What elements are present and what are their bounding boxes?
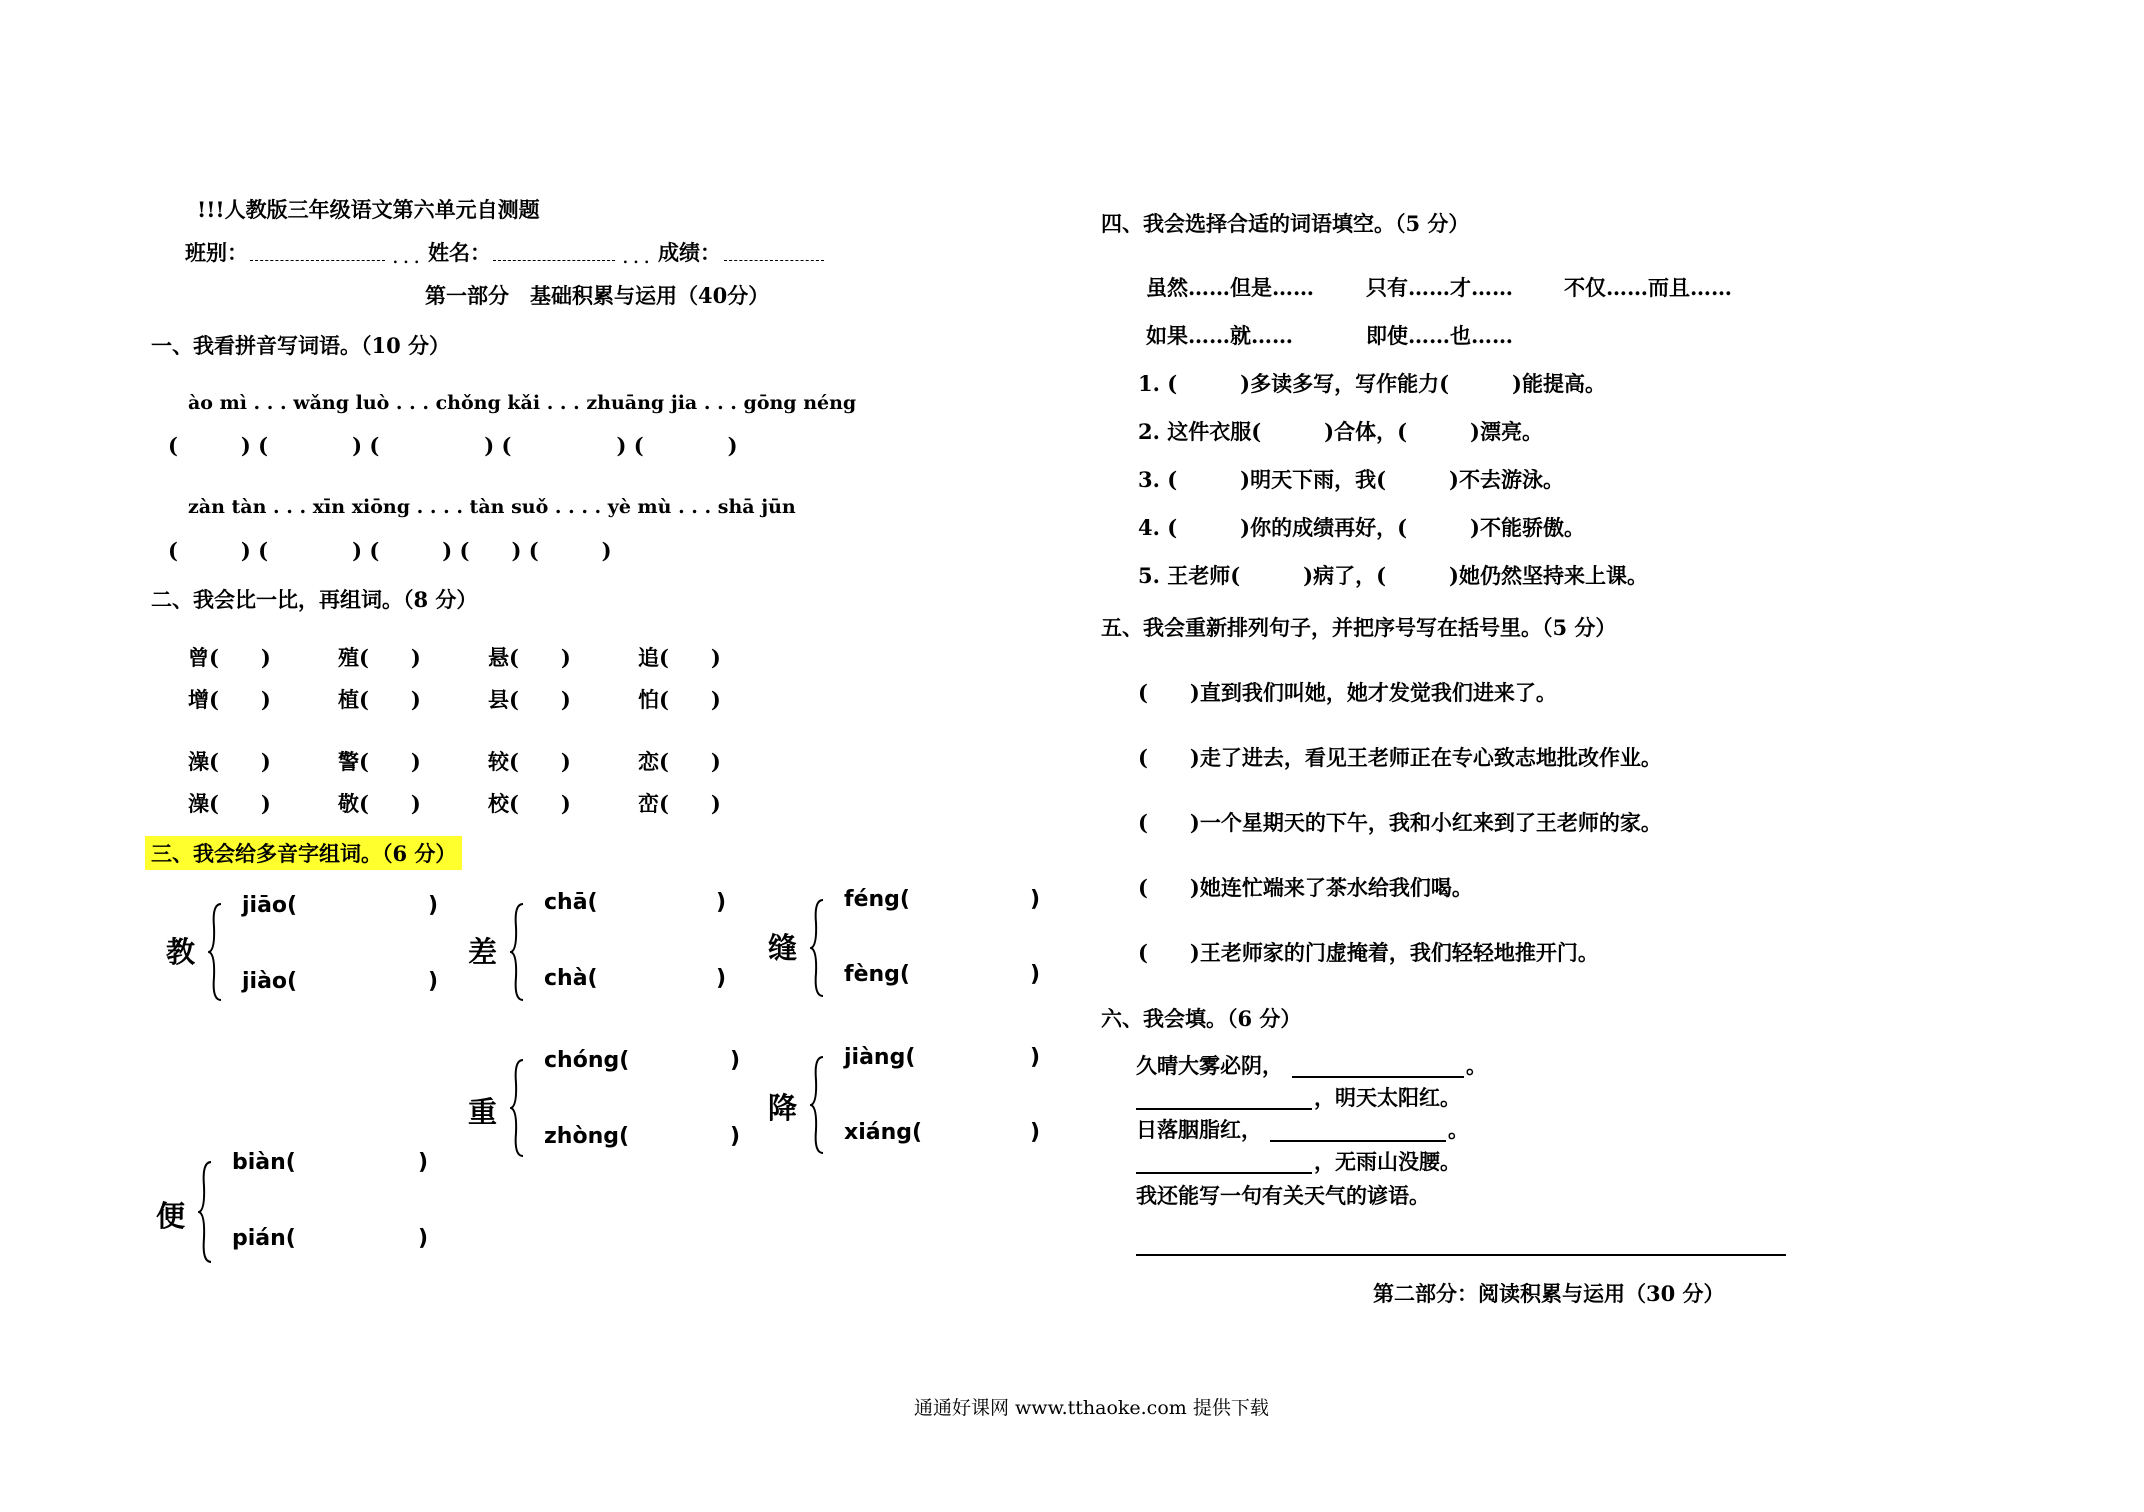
section4-title: 四、我会选择合适的词语填空。（5 分）: [1101, 211, 1470, 236]
option: 虽然……但是……: [1146, 275, 1314, 300]
order-item[interactable]: ( )一个星期天的下午，我和小红来到了王老师的家。: [1138, 810, 1662, 835]
pinyin-option[interactable]: pián(: [232, 1226, 296, 1251]
brace-icon: [810, 1055, 824, 1155]
blank-field[interactable]: [1270, 1140, 1446, 1142]
fill-item[interactable]: 2. 这件衣服( )合体，( )漂亮。: [1138, 419, 1543, 444]
compare-item[interactable]: 植( ): [338, 687, 421, 712]
paren-close: ): [730, 1124, 741, 1149]
option: 只有……才……: [1366, 275, 1513, 300]
compare-item[interactable]: 警( ): [338, 749, 421, 774]
brace-icon: [198, 1160, 212, 1264]
compare-item[interactable]: 怕( ): [638, 687, 721, 712]
compare-item[interactable]: 澡( ): [188, 749, 271, 774]
score-field[interactable]: [724, 260, 824, 261]
pinyin-row-1: ào mì . . . wǎng luò . . . chǒng kǎi . . . zhuāng jia . . . gōng néng: [188, 392, 857, 414]
pinyin-option[interactable]: jiàng(: [844, 1045, 916, 1070]
name-label: 姓名：: [428, 240, 491, 265]
section1-title: 一、我看拼音写词语。（10 分）: [151, 333, 451, 358]
brace-icon: [510, 1058, 524, 1158]
polyphone-char: 缝: [768, 931, 798, 965]
paren-close: ): [1030, 1045, 1041, 1070]
section6-title: 六、我会填。（6 分）: [1101, 1006, 1302, 1031]
class-field[interactable]: [250, 260, 385, 261]
paren-close: ): [428, 969, 439, 994]
dots: ...: [622, 244, 655, 268]
paren-close: ): [418, 1150, 429, 1175]
section5-title: 五、我会重新排列句子，并把序号写在括号里。（5 分）: [1101, 615, 1617, 640]
compare-item[interactable]: 殖( ): [338, 645, 421, 670]
compare-item[interactable]: 增( ): [188, 687, 271, 712]
pinyin-row-2: zàn tàn . . . xīn xiōng . . . . tàn suǒ . . . . yè mù . . . shā jūn: [188, 496, 796, 518]
polyphone-char: 教: [166, 935, 196, 969]
punctuation: 。: [1466, 1053, 1487, 1078]
pinyin-option[interactable]: jiāo(: [242, 893, 298, 918]
blank-field[interactable]: [1292, 1076, 1464, 1078]
paren-close: ): [1030, 962, 1041, 987]
compare-item[interactable]: 恋( ): [638, 749, 721, 774]
proverb-line: ，明天太阳红。: [1314, 1085, 1461, 1110]
option: 即使……也……: [1366, 323, 1513, 348]
dots: ...: [392, 244, 425, 268]
pinyin-option[interactable]: féng(: [844, 887, 910, 912]
brace-icon: [208, 902, 222, 1002]
polyphone-char: 重: [468, 1095, 498, 1129]
compare-item[interactable]: 追( ): [638, 645, 721, 670]
pinyin-option[interactable]: xiáng(: [844, 1120, 923, 1145]
score-label: 成绩：: [658, 240, 721, 265]
compare-item[interactable]: 校( ): [488, 791, 571, 816]
fill-item[interactable]: 3. ( )明天下雨，我( )不去游泳。: [1138, 467, 1564, 492]
pinyin-option[interactable]: chā(: [544, 890, 598, 915]
paren-close: ): [418, 1226, 429, 1251]
page-title: !!!人教版三年级语文第六单元自测题: [197, 197, 540, 222]
paren-close: ): [428, 893, 439, 918]
fill-item[interactable]: 1. ( )多读多写，写作能力( )能提高。: [1138, 371, 1606, 396]
part2-title: 第二部分：阅读积累与运用（30 分）: [1373, 1281, 1725, 1306]
fill-item[interactable]: 5. 王老师( )病了，( )她仍然坚持来上课。: [1138, 563, 1648, 588]
paren-close: ): [1030, 1120, 1041, 1145]
compare-item[interactable]: 澡( ): [188, 791, 271, 816]
compare-item[interactable]: 悬( ): [488, 645, 571, 670]
option: 不仅……而且……: [1564, 275, 1732, 300]
order-item[interactable]: ( )走了进去，看见王老师正在专心致志地批改作业。: [1138, 745, 1662, 770]
fill-item[interactable]: 4. ( )你的成绩再好，( )不能骄傲。: [1138, 515, 1585, 540]
order-item[interactable]: ( )王老师家的门虚掩着，我们轻轻地推开门。: [1138, 940, 1599, 965]
proverb-line: ，无雨山没腰。: [1314, 1149, 1461, 1174]
polyphone-char: 便: [156, 1199, 186, 1233]
brace-icon: [510, 902, 524, 1002]
answer-row-1[interactable]: ( ) ( ) ( ) ( ) ( ): [168, 433, 738, 458]
footer: 通通好课网 www.tthaoke.com 提供下载: [914, 1397, 1269, 1419]
compare-item[interactable]: 较( ): [488, 749, 571, 774]
order-item[interactable]: ( )直到我们叫她，她才发觉我们进来了。: [1138, 680, 1557, 705]
section3-title: 三、我会给多音字组词。（6 分）: [145, 836, 462, 870]
option: 如果……就……: [1146, 323, 1293, 348]
order-item[interactable]: ( )她连忙端来了茶水给我们喝。: [1138, 875, 1473, 900]
paren-close: ): [716, 966, 727, 991]
part1-title: 第一部分 基础积累与运用（40分）: [425, 283, 770, 308]
punctuation: 。: [1448, 1117, 1469, 1142]
class-label: 班别：: [185, 240, 248, 265]
compare-item[interactable]: 县( ): [488, 687, 571, 712]
answer-row-2[interactable]: ( ) ( ) ( ) ( ) ( ): [168, 538, 612, 563]
compare-item[interactable]: 峦( ): [638, 791, 721, 816]
proverb-line: 日落胭脂红，: [1136, 1117, 1262, 1142]
blank-field[interactable]: [1136, 1108, 1312, 1110]
pinyin-option[interactable]: chóng(: [544, 1048, 630, 1073]
section2-title: 二、我会比一比，再组词。（8 分）: [151, 587, 478, 612]
polyphone-char: 降: [768, 1091, 798, 1125]
answer-line[interactable]: [1136, 1254, 1786, 1256]
pinyin-option[interactable]: zhòng(: [544, 1124, 630, 1149]
name-field[interactable]: [493, 260, 615, 261]
blank-field[interactable]: [1136, 1172, 1312, 1174]
polyphone-char: 差: [468, 935, 498, 969]
brace-icon: [810, 898, 824, 998]
proverb-prompt: 我还能写一句有关天气的谚语。: [1136, 1183, 1430, 1208]
pinyin-option[interactable]: fèng(: [844, 962, 910, 987]
paren-close: ): [1030, 887, 1041, 912]
pinyin-option[interactable]: jiào(: [242, 969, 298, 994]
pinyin-option[interactable]: chà(: [544, 966, 598, 991]
pinyin-option[interactable]: biàn(: [232, 1150, 296, 1175]
proverb-line: 久晴大雾必阴，: [1136, 1053, 1283, 1078]
compare-item[interactable]: 曾( ): [188, 645, 271, 670]
paren-close: ): [730, 1048, 741, 1073]
paren-close: ): [716, 890, 727, 915]
compare-item[interactable]: 敬( ): [338, 791, 421, 816]
